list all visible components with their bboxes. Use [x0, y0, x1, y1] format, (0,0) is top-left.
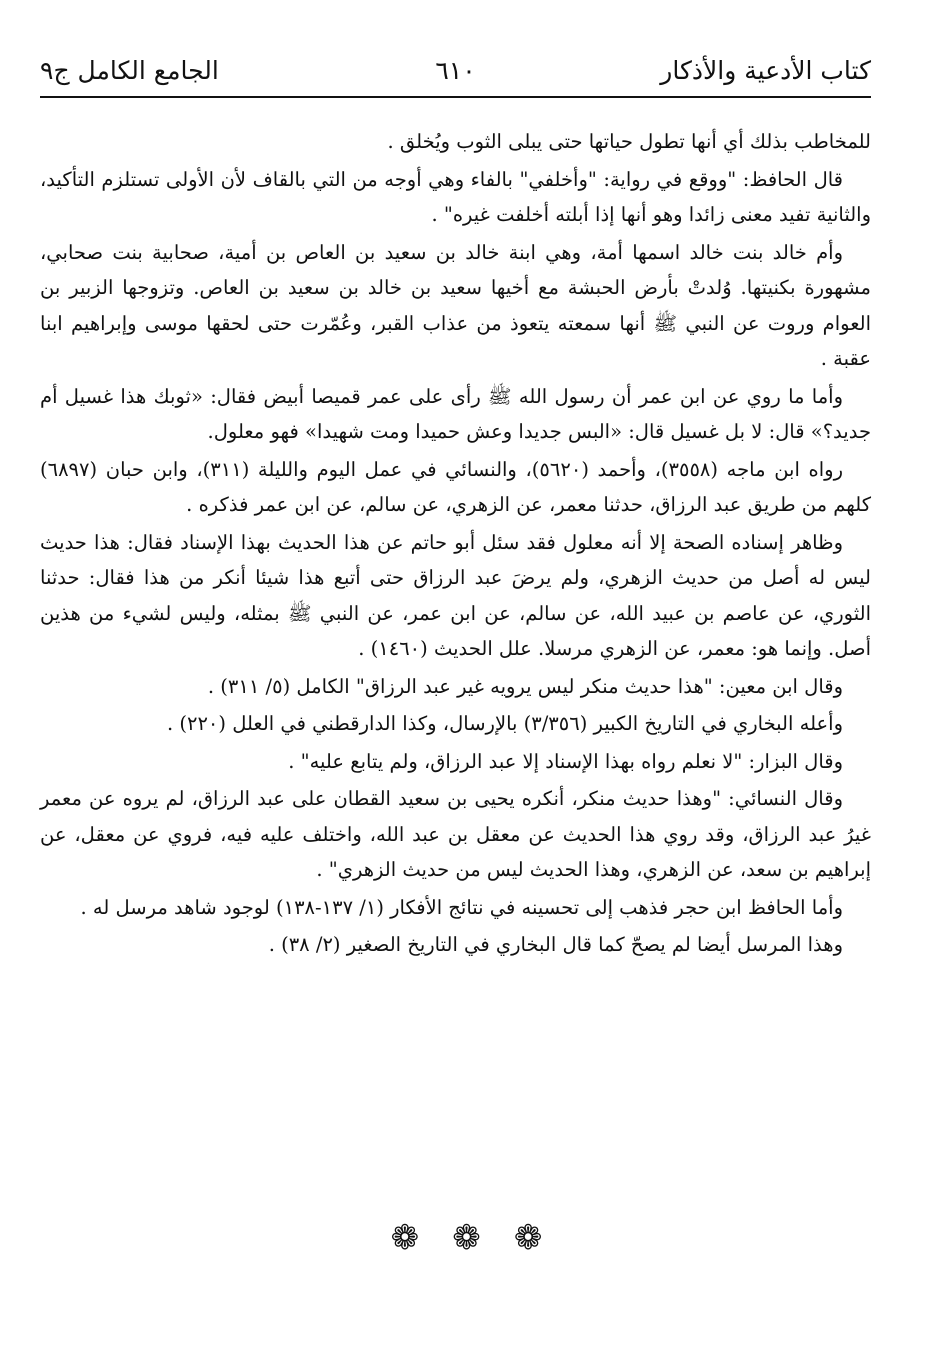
paragraph: وقال البزار: "لا نعلم رواه بهذا الإسناد إلا عبد الرزاق، ولم يتابع عليه" . — [288, 749, 843, 773]
paragraph: وأما الحافظ ابن حجر فذهب إلى تحسينه في نتائج الأفكار (١/ ١٣٧-١٣٨) لوجود شاهد مرسل له . — [80, 895, 843, 919]
floral-ornament-icon: ❁ — [452, 1218, 481, 1258]
paragraph: وقال ابن معين: "هذا حديث منكر ليس يرويه غير عبد الرزاق" الكامل (٥/ ٣١١) . — [207, 674, 843, 698]
paragraph: رواه ابن ماجه (٣٥٥٨)، وأحمد (٥٦٢٠)، والنسائي في عمل اليوم والليلة (٣١١)، وابن حبان (٦٨٩٧) كلهم من طريق عبد الرزاق، حدثنا معمر، عن الزهري، عن سالم، عن ابن عمر فذكره . — [40, 457, 871, 516]
paragraph: وأعله البخاري في التاريخ الكبير (٣/٣٥٦) بالإرسال، وكذا الدارقطني في العلل (٢٢٠) . — [166, 712, 843, 735]
floral-ornament-icon: ❁ — [513, 1218, 543, 1258]
volume-title: الجامع الكامل ج٩ — [40, 56, 219, 85]
paragraph: للمخاطب بذلك أي أنها تطول حياتها حتى يبلى الثوب ويُخلق . — [387, 130, 871, 153]
body-text — [40, 124, 871, 965]
paragraph: وظاهر إسناده الصحة إلا أنه معلول فقد سئل أبو حاتم عن هذا الحديث بهذا الإسناد فقال: هذا حديث ليس له أصل من حديث الزهري، ولم يرضَ عبد الرزاق حتى أتبع هذا شيئا أنكر من هذا فقال: حدثنا الثوري، عن عاصم بن عبيد الله، عن سالم، عن ابن عمر، عن النبي ﷺ بمثله، وليس لشيء من هذين أصل. وإنما هو: معمر، عن الزهري مرسلا. علل الحديث (١٤٦٠) . — [40, 530, 871, 660]
paragraph: وهذا المرسل أيضا لم يصحّ كما قال البخاري في التاريخ الصغير (٢/ ٣٨) . — [268, 933, 843, 956]
book-title: كتاب الأدعية والأذكار — [660, 56, 871, 85]
section-end-ornaments — [0, 1218, 933, 1258]
paragraph: وقال النسائي: "وهذا حديث منكر، أنكره يحيى بن سعيد القطان على عبد الرزاق، لم يروه عن معمر غيرُ عبد الرزاق، وقد روي هذا الحديث عن معقل بن عبد الله، واختلف عليه فيه، فروي عن معقل، عن إبراهيم بن سعد، عن الزهري، وهذا الحديث ليس من حديث الزهري" . — [40, 787, 871, 881]
paragraph: وأم خالد بنت خالد اسمها أمة، وهي ابنة خالد بن سعيد بن العاص بن أمية، صحابية بنت صحابي، مشهورة بكنيتها. وُلدتْ بأرض الحبشة مع أخيها سعيد بن خالد بن سعيد بن العاص. وتزوجها الزبير بن العوام وروت عن النبي ﷺ أنها سمعته يتعوذ من عذاب القبر، وعُمّرت حتى لحقها موسى وإبراهيم ابنا عقبة . — [40, 240, 871, 370]
paragraph: قال الحافظ: "ووقع في رواية: "وأخلفي" بالفاء وهي أوجه من التي بالقاف لأن الأولى تستلزم التأكيد، والثانية تفيد معنى زائدا وهو أنها إذا أبلته أخلفت غيره" . — [40, 167, 871, 226]
page-number: ٦١٠ — [435, 56, 476, 85]
paragraph: وأما ما روي عن ابن عمر أن رسول الله ﷺ رأى على عمر قميصا أبيض فقال: «ثوبك هذا غسيل أم جديد؟» قال: لا بل غسيل قال: «البس جديدا وعش حميدا ومت شهيدا» فهو معلول. — [40, 384, 871, 443]
floral-ornament-icon: ❁ — [390, 1218, 420, 1258]
running-header — [40, 52, 871, 98]
